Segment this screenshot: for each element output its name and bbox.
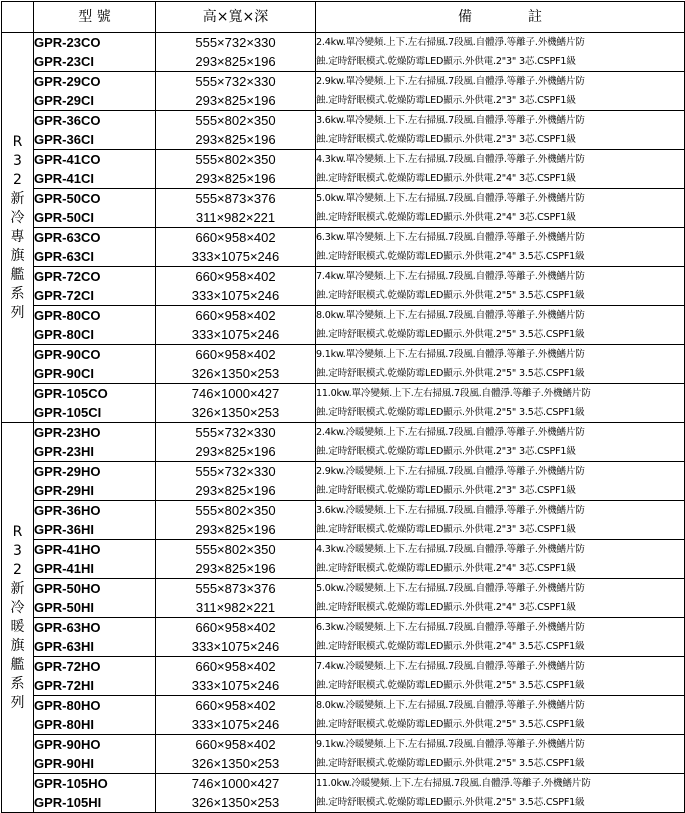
dimension-cell — [156, 618, 316, 657]
dimension-cell — [156, 774, 316, 813]
series-label-char: 新 — [10, 190, 25, 207]
notes-line: 6.3kw.單冷變頻.上下.左右掃風.7段風.自體淨.等離子.外機鰭片防 — [316, 232, 585, 243]
dimension-value: 326×1350×253 — [191, 756, 280, 771]
dimension-value: 660×958×402 — [195, 620, 276, 635]
dimension-value: 293×825×196 — [195, 93, 276, 108]
dimension-cell — [156, 306, 316, 345]
notes-line: 9.1kw.冷暖變頻.上下.左右掃風.7段風.自體淨.等離子.外機鰭片防 — [316, 739, 585, 750]
notes-cell — [316, 306, 685, 345]
model-name: GPR-105HO — [34, 776, 108, 791]
series-label-char: 冷 — [10, 599, 25, 616]
model-cell — [34, 345, 156, 384]
series-label-char: 旗 — [10, 247, 25, 264]
series-label-char: R — [12, 523, 23, 540]
notes-cell — [316, 345, 685, 384]
model-name: GPR-72HO — [34, 659, 101, 674]
dimension-value: 293×825×196 — [195, 54, 276, 69]
model-name: GPR-90HI — [34, 756, 94, 771]
table-row — [2, 111, 685, 150]
notes-line: 4.3kw.單冷變頻.上下.左右掃風.7段風.自體淨.等離子.外機鰭片防 — [316, 154, 585, 165]
series-label-char: 專 — [10, 228, 25, 245]
dimension-cell — [156, 267, 316, 306]
model-cell — [34, 150, 156, 189]
model-cell — [34, 579, 156, 618]
table-row — [2, 150, 685, 189]
series-label-char: 3 — [13, 542, 22, 559]
dimension-value: 660×958×402 — [195, 737, 276, 752]
table-row — [2, 267, 685, 306]
model-name: GPR-50CO — [34, 191, 101, 206]
model-name: GPR-23HI — [34, 444, 94, 459]
notes-line: 11.0kw.單冷變頻.上下.左右掃風.7段風.自體淨.等離子.外機鰭片防 — [316, 388, 591, 399]
model-cell — [34, 384, 156, 423]
notes-cell — [316, 267, 685, 306]
model-cell — [34, 774, 156, 813]
notes-line: 蝕.定時舒眠模式.乾燥防霉LED顯示.外供電.2"3" 3芯.CSPF1級 — [316, 56, 576, 67]
model-cell — [34, 228, 156, 267]
dimension-cell — [156, 189, 316, 228]
notes-cell — [316, 735, 685, 774]
table-row — [2, 657, 685, 696]
dimension-value: 660×958×402 — [195, 230, 276, 245]
model-name: GPR-72HI — [34, 678, 94, 693]
notes-line: 蝕.定時舒眠模式.乾燥防霉LED顯示.外供電.2"3" 3芯.CSPF1級 — [316, 446, 576, 457]
notes-line: 9.1kw.單冷變頻.上下.左右掃風.7段風.自體淨.等離子.外機鰭片防 — [316, 349, 585, 360]
dimension-cell — [156, 657, 316, 696]
dimension-value: 326×1350×253 — [191, 366, 280, 381]
notes-cell — [316, 618, 685, 657]
header-notes: 備 註 — [316, 2, 685, 33]
table-row — [2, 33, 685, 72]
notes-line: 蝕.定時舒眠模式.乾燥防霉LED顯示.外供電.2"5" 3.5芯.CSPF1級 — [316, 719, 585, 730]
notes-line: 7.4kw.單冷變頻.上下.左右掃風.7段風.自體淨.等離子.外機鰭片防 — [316, 271, 585, 282]
notes-line: 2.9kw.冷暖變頻.上下.左右掃風.7段風.自體淨.等離子.外機鰭片防 — [316, 466, 585, 477]
model-name: GPR-105CI — [34, 405, 102, 420]
dimension-value: 293×825×196 — [195, 561, 276, 576]
table-row — [2, 462, 685, 501]
notes-cell — [316, 657, 685, 696]
dimension-cell — [156, 423, 316, 462]
notes-line: 蝕.定時舒眠模式.乾燥防霉LED顯示.外供電.2"4" 3芯.CSPF1級 — [316, 173, 576, 184]
model-name: GPR-80CI — [34, 327, 94, 342]
header-model: 型 號 — [34, 2, 156, 33]
series-label-char: 系 — [10, 675, 25, 692]
model-name: GPR-90CI — [34, 366, 94, 381]
series-label-char: 列 — [10, 304, 25, 321]
dimension-value: 333×1075×246 — [191, 249, 280, 264]
model-cell — [34, 657, 156, 696]
dimension-value: 555×732×330 — [195, 464, 276, 479]
model-name: GPR-80HO — [34, 698, 101, 713]
notes-line: 蝕.定時舒眠模式.乾燥防霉LED顯示.外供電.2"4" 3.5芯.CSPF1級 — [316, 251, 585, 262]
table-row — [2, 540, 685, 579]
series-label-char: 艦 — [10, 266, 25, 283]
table-row — [2, 423, 685, 462]
notes-line: 蝕.定時舒眠模式.乾燥防霉LED顯示.外供電.2"4" 3芯.CSPF1級 — [316, 563, 576, 574]
table-row — [2, 345, 685, 384]
model-name: GPR-36CI — [34, 132, 94, 147]
model-cell — [34, 618, 156, 657]
dimension-value: 660×958×402 — [195, 347, 276, 362]
table-header — [2, 2, 685, 33]
model-cell — [34, 267, 156, 306]
dimension-value: 293×825×196 — [195, 522, 276, 537]
model-name: GPR-29CO — [34, 74, 101, 89]
notes-line: 蝕.定時舒眠模式.乾燥防霉LED顯示.外供電.2"4" 3芯.CSPF1級 — [316, 602, 576, 613]
notes-line: 蝕.定時舒眠模式.乾燥防霉LED顯示.外供電.2"4" 3.5芯.CSPF1級 — [316, 641, 585, 652]
model-name: GPR-80HI — [34, 717, 94, 732]
dimension-value: 555×802×350 — [195, 152, 276, 167]
notes-cell — [316, 72, 685, 111]
model-name: GPR-72CO — [34, 269, 101, 284]
model-name: GPR-63CO — [34, 230, 101, 245]
model-name: GPR-29HO — [34, 464, 101, 479]
notes-line: 蝕.定時舒眠模式.乾燥防霉LED顯示.外供電.2"3" 3芯.CSPF1級 — [316, 134, 576, 145]
table-row — [2, 501, 685, 540]
notes-cell — [316, 501, 685, 540]
model-name: GPR-23CO — [34, 35, 101, 50]
series-label-char: R — [12, 133, 23, 150]
model-cell — [34, 72, 156, 111]
dimension-value: 311×982×221 — [195, 600, 276, 615]
dimension-value: 293×825×196 — [195, 483, 276, 498]
dimension-value: 555×732×330 — [195, 35, 276, 50]
model-name: GPR-36HI — [34, 522, 94, 537]
notes-line: 7.4kw.冷暖變頻.上下.左右掃風.7段風.自體淨.等離子.外機鰭片防 — [316, 661, 585, 672]
model-cell — [34, 111, 156, 150]
series-label-char: 2 — [13, 561, 22, 578]
series-label-char: 艦 — [10, 656, 25, 673]
dimension-value: 746×1000×427 — [191, 386, 280, 401]
notes-cell — [316, 228, 685, 267]
notes-line: 8.0kw.冷暖變頻.上下.左右掃風.7段風.自體淨.等離子.外機鰭片防 — [316, 700, 585, 711]
model-name: GPR-23CI — [34, 54, 94, 69]
dimension-value: 333×1075×246 — [191, 717, 280, 732]
notes-line: 3.6kw.單冷變頻.上下.左右掃風.7段風.自體淨.等離子.外機鰭片防 — [316, 115, 585, 126]
table-row — [2, 579, 685, 618]
dimension-cell — [156, 540, 316, 579]
dimension-value: 326×1350×253 — [191, 405, 280, 420]
dimension-cell — [156, 501, 316, 540]
dimension-cell — [156, 384, 316, 423]
series-label-char: 旗 — [10, 637, 25, 654]
model-cell — [34, 33, 156, 72]
series-label — [2, 423, 34, 813]
model-name: GPR-41HI — [34, 561, 94, 576]
model-name: GPR-29HI — [34, 483, 94, 498]
dimension-value: 333×1075×246 — [191, 639, 280, 654]
model-cell — [34, 696, 156, 735]
series-label — [2, 33, 34, 423]
table-row — [2, 696, 685, 735]
notes-line: 蝕.定時舒眠模式.乾燥防霉LED顯示.外供電.2"5" 3.5芯.CSPF1級 — [316, 407, 585, 418]
notes-line: 11.0kw.冷暖變頻.上下.左右掃風.7段風.自體淨.等離子.外機鰭片防 — [316, 778, 591, 789]
series-label-char: 3 — [13, 152, 22, 169]
notes-line: 2.4kw.單冷變頻.上下.左右掃風.7段風.自體淨.等離子.外機鰭片防 — [316, 37, 585, 48]
table-row — [2, 618, 685, 657]
model-name: GPR-29CI — [34, 93, 94, 108]
model-name: GPR-50CI — [34, 210, 94, 225]
notes-line: 2.9kw.單冷變頻.上下.左右掃風.7段風.自體淨.等離子.外機鰭片防 — [316, 76, 585, 87]
model-name: GPR-63CI — [34, 249, 94, 264]
model-cell — [34, 501, 156, 540]
dimension-cell — [156, 579, 316, 618]
notes-cell — [316, 423, 685, 462]
dimension-value: 293×825×196 — [195, 132, 276, 147]
dimension-value: 326×1350×253 — [191, 795, 280, 810]
dimension-value: 333×1075×246 — [191, 288, 280, 303]
header-dimensions: 高×寬×深 — [156, 2, 316, 33]
model-cell — [34, 540, 156, 579]
dimension-cell — [156, 72, 316, 111]
notes-line: 4.3kw.冷暖變頻.上下.左右掃風.7段風.自體淨.等離子.外機鰭片防 — [316, 544, 585, 555]
model-name: GPR-105CO — [34, 386, 108, 401]
notes-cell — [316, 150, 685, 189]
notes-line: 3.6kw.冷暖變頻.上下.左右掃風.7段風.自體淨.等離子.外機鰭片防 — [316, 505, 585, 516]
model-name: GPR-63HI — [34, 639, 94, 654]
notes-line: 蝕.定時舒眠模式.乾燥防霉LED顯示.外供電.2"5" 3.5芯.CSPF1級 — [316, 329, 585, 340]
table-row — [2, 228, 685, 267]
dimension-value: 333×1075×246 — [191, 678, 280, 693]
dimension-value: 660×958×402 — [195, 659, 276, 674]
series-label-char: 2 — [13, 171, 22, 188]
dimension-value: 746×1000×427 — [191, 776, 280, 791]
model-name: GPR-23HO — [34, 425, 101, 440]
notes-line: 蝕.定時舒眠模式.乾燥防霉LED顯示.外供電.2"5" 3.5芯.CSPF1級 — [316, 290, 585, 301]
notes-cell — [316, 540, 685, 579]
notes-cell — [316, 696, 685, 735]
model-name: GPR-41HO — [34, 542, 101, 557]
model-name: GPR-50HI — [34, 600, 94, 615]
model-name: GPR-50HO — [34, 581, 101, 596]
model-cell — [34, 189, 156, 228]
dimension-value: 555×732×330 — [195, 74, 276, 89]
dimension-cell — [156, 345, 316, 384]
notes-cell — [316, 579, 685, 618]
model-cell — [34, 462, 156, 501]
model-cell — [34, 735, 156, 774]
notes-line: 蝕.定時舒眠模式.乾燥防霉LED顯示.外供電.2"5" 3.5芯.CSPF1級 — [316, 797, 585, 808]
model-name: GPR-90CO — [34, 347, 101, 362]
notes-line: 蝕.定時舒眠模式.乾燥防霉LED顯示.外供電.2"3" 3芯.CSPF1級 — [316, 95, 576, 106]
series-label-char: 新 — [10, 580, 25, 597]
notes-cell — [316, 189, 685, 228]
dimension-cell — [156, 462, 316, 501]
dimension-value: 293×825×196 — [195, 444, 276, 459]
notes-line: 5.0kw.單冷變頻.上下.左右掃風.7段風.自體淨.等離子.外機鰭片防 — [316, 193, 585, 204]
notes-line: 2.4kw.冷暖變頻.上下.左右掃風.7段風.自體淨.等離子.外機鰭片防 — [316, 427, 585, 438]
model-cell — [34, 306, 156, 345]
header-row — [2, 2, 685, 33]
notes-cell — [316, 774, 685, 813]
model-name: GPR-41CO — [34, 152, 101, 167]
table-row — [2, 306, 685, 345]
notes-line: 5.0kw.冷暖變頻.上下.左右掃風.7段風.自體淨.等離子.外機鰭片防 — [316, 583, 585, 594]
dimension-cell — [156, 150, 316, 189]
dimension-value: 333×1075×246 — [191, 327, 280, 342]
table-row — [2, 72, 685, 111]
table-row — [2, 189, 685, 228]
dimension-value: 555×802×350 — [195, 542, 276, 557]
series-label-char: 暖 — [10, 618, 25, 635]
notes-line: 6.3kw.冷暖變頻.上下.左右掃風.7段風.自體淨.等離子.外機鰭片防 — [316, 622, 585, 633]
notes-line: 蝕.定時舒眠模式.乾燥防霉LED顯示.外供電.2"3" 3芯.CSPF1級 — [316, 524, 576, 535]
model-name: GPR-80CO — [34, 308, 101, 323]
series-label-text — [11, 133, 25, 323]
dimension-value: 555×802×350 — [195, 503, 276, 518]
notes-cell — [316, 33, 685, 72]
dimension-cell — [156, 33, 316, 72]
dimension-value: 660×958×402 — [195, 269, 276, 284]
model-name: GPR-36CO — [34, 113, 101, 128]
notes-line: 蝕.定時舒眠模式.乾燥防霉LED顯示.外供電.2"3" 3芯.CSPF1級 — [316, 485, 576, 496]
dimension-value: 555×873×376 — [195, 581, 276, 596]
dimension-value: 660×958×402 — [195, 308, 276, 323]
notes-line: 8.0kw.單冷變頻.上下.左右掃風.7段風.自體淨.等離子.外機鰭片防 — [316, 310, 585, 321]
model-name: GPR-63HO — [34, 620, 101, 635]
series-label-char: 系 — [10, 285, 25, 302]
dimension-value: 555×873×376 — [195, 191, 276, 206]
table-row — [2, 735, 685, 774]
dimension-cell — [156, 228, 316, 267]
series-label-char: 冷 — [10, 209, 25, 226]
spec-table — [1, 1, 685, 813]
series-label-char: 列 — [10, 694, 25, 711]
model-name: GPR-90HO — [34, 737, 101, 752]
header-blank — [2, 2, 34, 33]
dimension-cell — [156, 111, 316, 150]
notes-cell — [316, 462, 685, 501]
dimension-cell — [156, 696, 316, 735]
notes-cell — [316, 111, 685, 150]
dimension-value: 660×958×402 — [195, 698, 276, 713]
series-label-text — [11, 523, 25, 713]
notes-line: 蝕.定時舒眠模式.乾燥防霉LED顯示.外供電.2"5" 3.5芯.CSPF1級 — [316, 680, 585, 691]
table-body — [2, 33, 685, 813]
dimension-cell — [156, 735, 316, 774]
table-row — [2, 384, 685, 423]
notes-line: 蝕.定時舒眠模式.乾燥防霉LED顯示.外供電.2"5" 3.5芯.CSPF1級 — [316, 368, 585, 379]
model-name: GPR-36HO — [34, 503, 101, 518]
dimension-value: 293×825×196 — [195, 171, 276, 186]
notes-line: 蝕.定時舒眠模式.乾燥防霉LED顯示.外供電.2"5" 3.5芯.CSPF1級 — [316, 758, 585, 769]
model-cell — [34, 423, 156, 462]
notes-cell — [316, 384, 685, 423]
dimension-value: 555×802×350 — [195, 113, 276, 128]
model-name: GPR-72CI — [34, 288, 94, 303]
dimension-value: 311×982×221 — [195, 210, 276, 225]
model-name: GPR-41CI — [34, 171, 94, 186]
notes-line: 蝕.定時舒眠模式.乾燥防霉LED顯示.外供電.2"4" 3芯.CSPF1級 — [316, 212, 576, 223]
model-name: GPR-105HI — [34, 795, 102, 810]
dimension-value: 555×732×330 — [195, 425, 276, 440]
table-row — [2, 774, 685, 813]
